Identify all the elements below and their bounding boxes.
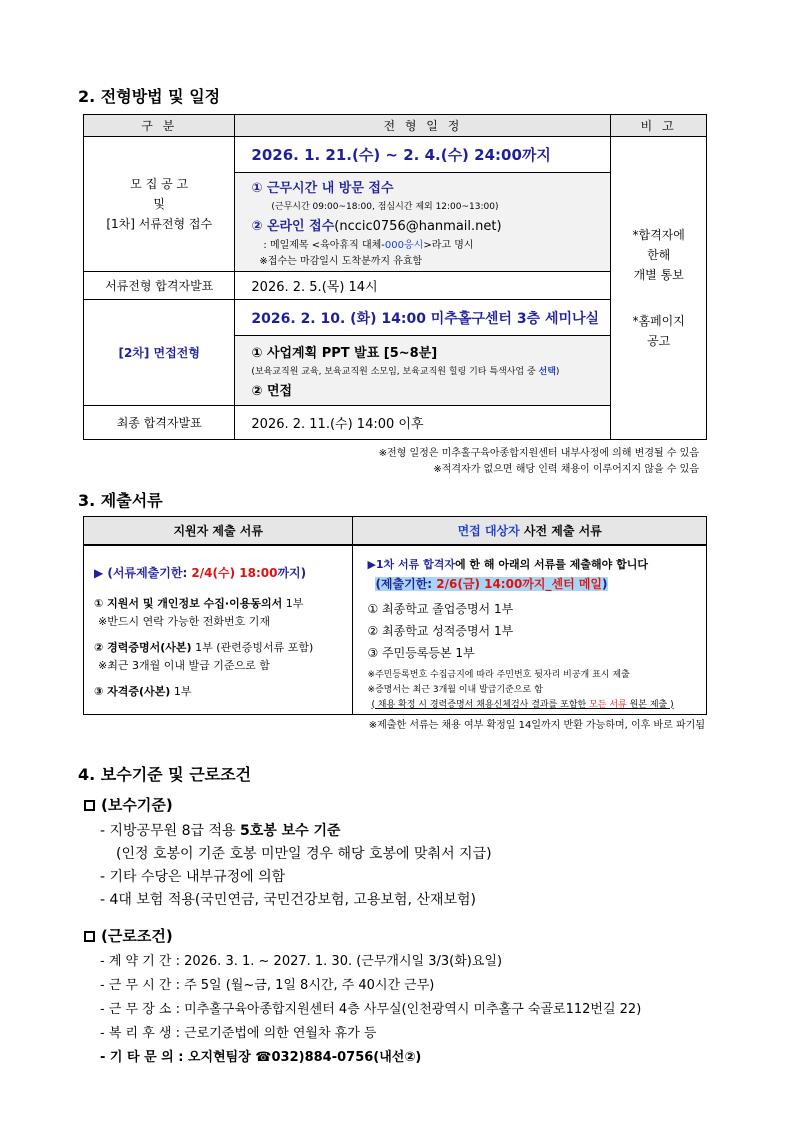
right-intro-suffix: 에 한 해 아래의 서류를 제출해야 합니다 bbox=[454, 557, 648, 571]
row1-label-line3: [1차] 서류전형 접수 bbox=[106, 217, 213, 231]
remarks-line2: 한해 bbox=[647, 248, 671, 262]
documents-header-left: 지원자 제출 서류 bbox=[84, 517, 353, 545]
remarks-line3: 개별 통보 bbox=[633, 268, 684, 282]
work-heading bbox=[84, 925, 173, 946]
right-item1: ① 최종학교 졸업증명서 1부 bbox=[367, 601, 514, 616]
interview-datetime: 2026. 2. 10. (화) 14:00 미추홀구센터 3층 세미나실 bbox=[251, 310, 600, 327]
left-deadline bbox=[94, 564, 352, 581]
ppt-note-suffix: ) bbox=[555, 367, 560, 377]
pay-line2: (인정 호봉이 기준 호봉 미만일 경우 해당 호봉에 맞춰서 지급) bbox=[116, 846, 492, 862]
documents-left-cell bbox=[84, 545, 353, 715]
left-deadline-prefix: ▶ (서류제출기한: bbox=[94, 565, 192, 580]
ppt-title: ① 사업계획 PPT 발표 [5~8분] bbox=[251, 346, 438, 361]
deadline-note: ※접수는 마감일시 도착분까지 유효함 bbox=[259, 256, 423, 267]
left-deadline-value: 2/4(수) 18:00 bbox=[191, 565, 278, 580]
row1-label-line2: 및 bbox=[153, 197, 165, 211]
left-item2-count: 1부 (관련증빙서류 포함) bbox=[191, 640, 314, 654]
schedule-note-1: ※전형 일정은 미추홀구육아종합지원센터 내부사정에 의해 변경될 수 있음 bbox=[378, 448, 699, 459]
pay-line1-prefix: - 지방공무원 8급 적용 bbox=[100, 823, 240, 839]
remarks-line4: *홈페이지 bbox=[632, 314, 685, 328]
row4-date: 2026. 2. 11.(수) 14:00 이후 bbox=[235, 406, 611, 440]
row3-method-cell bbox=[235, 336, 611, 406]
online-apply-email: (nccic0756@hanmail.net) bbox=[334, 219, 502, 234]
work-line3: - 근 무 장 소 : 미추홀구육아종합지원센터 4층 사무실(인천광역시 미추홀구 숙골로112번길 22) bbox=[100, 1002, 642, 1017]
work-line1: - 계 약 기 간 : 2026. 3. 1. ~ 2027. 1. 30. (근무개시일 3/3(화)요일) bbox=[100, 954, 503, 969]
row3-label: [2차] 면접전형 bbox=[84, 300, 235, 406]
ppt-note bbox=[251, 364, 610, 377]
row4-label: 최종 합격자발표 bbox=[84, 406, 235, 440]
right-item2: ② 최종학교 성적증명서 1부 bbox=[367, 623, 514, 638]
pay-line3: - 기타 수당은 내부규정에 의함 bbox=[100, 869, 286, 885]
schedule-header-schedule: 전 형 일 정 bbox=[235, 115, 611, 137]
pay-line1 bbox=[100, 820, 341, 840]
schedule-header-remarks: 비 고 bbox=[611, 115, 707, 137]
row1-label-line1: 모 집 공 고 bbox=[130, 177, 189, 191]
left-item1-note: ※반드시 연락 가능한 전화번호 기재 bbox=[98, 614, 270, 628]
remarks-line5: 공고 bbox=[647, 334, 671, 348]
right-note3-prefix: ( 채용 확정 시 경력증명서 채용신체검사 결과를 포함한 bbox=[371, 699, 590, 710]
right-item3: ③ 주민등록등본 1부 bbox=[367, 645, 475, 660]
mail-subject-line bbox=[263, 236, 610, 251]
right-note2: ※증명서는 최근 3개월 이내 발급기준으로 함 bbox=[367, 684, 543, 695]
documents-right-cell bbox=[353, 545, 707, 715]
left-item2-note: ※최근 3개월 이내 발급 기준으로 함 bbox=[98, 658, 270, 672]
remarks-line1: *합격자에 bbox=[632, 228, 685, 242]
pay-heading-text: (보수기준) bbox=[101, 796, 173, 814]
interview-item: ② 면접 bbox=[251, 384, 293, 399]
row2-date: 2026. 2. 5.(목) 14시 bbox=[235, 272, 611, 300]
visit-apply-title: ① 근무시간 내 방문 접수 bbox=[251, 181, 394, 196]
square-bullet-icon bbox=[84, 931, 95, 942]
right-note3-red: 모든 서류 bbox=[589, 699, 627, 710]
left-item1 bbox=[94, 595, 352, 611]
row1-label bbox=[84, 137, 235, 272]
work-line4: - 복 리 후 생 : 근로기준법에 의한 연월차 휴가 등 bbox=[100, 1026, 377, 1041]
right-deadline bbox=[375, 575, 706, 592]
mail-subject-code: 000응시 bbox=[384, 240, 424, 251]
right-note1: ※주민등록번호 수집금지에 따라 주민번호 뒷자리 비공개 표시 제출 bbox=[367, 669, 630, 680]
left-item3-count: 1부 bbox=[170, 684, 192, 698]
recruit-period: 2026. 1. 21.(수) ~ 2. 4.(수) 24:00까지 bbox=[251, 146, 551, 164]
left-item3 bbox=[94, 683, 352, 699]
mail-subject-suffix: >라고 명시 bbox=[423, 240, 474, 251]
pay-line4: - 4대 보험 적용(국민연금, 국민건강보험, 고용보험, 산재보험) bbox=[100, 892, 476, 908]
row2-label: 서류전형 합격자발표 bbox=[84, 272, 235, 300]
pay-line1-bold: 5호봉 보수 기준 bbox=[239, 823, 341, 839]
documents-header-highlight: 면접 대상자 bbox=[457, 523, 520, 538]
left-item2-title: ② 경력증명서(사본) bbox=[94, 640, 192, 654]
left-deadline-suffix: 까지) bbox=[277, 565, 307, 580]
documents-table bbox=[83, 516, 707, 715]
schedule-header-category: 구 분 bbox=[84, 115, 235, 137]
right-deadline-prefix: (제출기한: bbox=[375, 576, 437, 591]
left-item3-title: ③ 자격증(사본) bbox=[94, 684, 171, 698]
mail-subject-prefix: : 메일제목 <육아휴직 대체- bbox=[263, 240, 385, 251]
right-deadline-value: 2/6(금) 14:00까지_센터 메일 bbox=[436, 576, 603, 591]
row3-datetime-cell bbox=[235, 300, 611, 336]
remarks-cell bbox=[611, 137, 707, 440]
section2-title: 2. 전형방법 및 일정 bbox=[78, 87, 221, 106]
right-deadline-suffix: ) bbox=[602, 576, 608, 591]
right-intro-prefix: ▶1차 서류 합격자 bbox=[367, 557, 455, 571]
row1-period-cell bbox=[235, 137, 611, 173]
left-item1-title: ① 지원서 및 개인정보 수집·이용동의서 bbox=[94, 596, 283, 610]
schedule-table bbox=[83, 114, 707, 440]
work-line5: - 기 타 문 의 : 오지현팀장 ☎032)884-0756(내선②) bbox=[100, 1050, 422, 1065]
right-note3-suffix: 원본 제출 ) bbox=[626, 699, 674, 710]
documents-header-right bbox=[353, 517, 707, 545]
row1-method-cell bbox=[235, 173, 611, 272]
online-apply-line bbox=[251, 215, 610, 234]
ppt-note-choice: 선택 bbox=[538, 367, 556, 377]
section3-title: 3. 제출서류 bbox=[78, 491, 163, 510]
right-intro bbox=[367, 556, 706, 572]
left-item1-count: 1부 bbox=[282, 596, 304, 610]
visit-apply-note: (근무시간 09:00~18:00, 점심시간 제외 12:00~13:00) bbox=[271, 202, 499, 212]
section4-title: 4. 보수기준 및 근로조건 bbox=[78, 765, 252, 784]
documents-header-rest: 사전 제출 서류 bbox=[519, 523, 602, 538]
pay-heading bbox=[84, 794, 173, 815]
work-line2: - 근 무 시 간 : 주 5일 (월~금, 1일 8시간, 주 40시간 근무) bbox=[100, 978, 435, 993]
square-bullet-icon bbox=[84, 800, 95, 811]
online-apply-title: ② 온라인 접수 bbox=[251, 219, 335, 234]
documents-footnote: ※제출한 서류는 채용 여부 확정일 14일까지 반환 가능하며, 이후 바로 파기됨 bbox=[368, 720, 705, 731]
right-note3 bbox=[371, 697, 706, 710]
work-heading-text: (근로조건) bbox=[101, 927, 173, 945]
ppt-note-prefix: (보육교직원 교육, 보육교직원 소모임, 보육교직원 힐링 기타 특색사업 중 bbox=[251, 367, 539, 377]
left-item2 bbox=[94, 639, 352, 655]
schedule-note-2: ※적격자가 없으면 해당 인력 채용이 이루어지지 않을 수 있음 bbox=[433, 464, 699, 475]
